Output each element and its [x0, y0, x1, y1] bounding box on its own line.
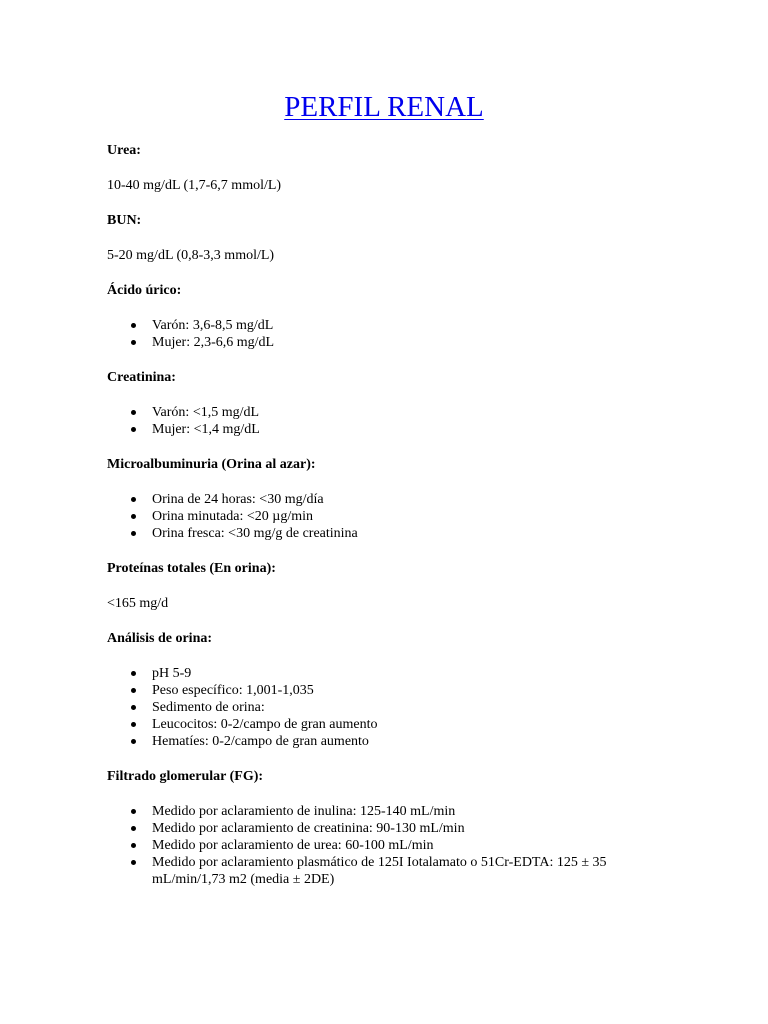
creatinina-heading: Creatinina: — [107, 370, 176, 385]
proteinas-value: <165 mg/d — [107, 596, 169, 611]
list-item: Medido por aclaramiento plasmático de 125I Iotalamato o 51Cr-EDTA: 125 ± 35 mL/min/1,73 m2 (media ± 2DE) — [152, 854, 667, 888]
list-item: Medido por aclaramiento de creatinina: 90-130 mL/min — [152, 820, 667, 837]
bun-value: 5-20 mg/dL (0,8-3,3 mmol/L) — [107, 248, 275, 263]
bun-heading: BUN: — [107, 213, 142, 228]
list-item: pH 5-9 — [152, 665, 667, 682]
microalbuminuria-heading: Microalbuminuria (Orina al azar): — [107, 457, 316, 472]
list-item: Orina de 24 horas: <30 mg/día — [152, 491, 667, 508]
filtrado-heading: Filtrado glomerular (FG): — [107, 769, 264, 784]
acido-urico-list — [107, 317, 667, 351]
proteinas-heading: Proteínas totales (En orina): — [107, 561, 276, 576]
page-title[interactable]: PERFIL RENAL — [284, 91, 484, 123]
list-item: Sedimento de orina: — [152, 699, 667, 716]
urea-value: 10-40 mg/dL (1,7-6,7 mmol/L) — [107, 178, 282, 193]
acido-urico-heading: Ácido úrico: — [107, 283, 182, 298]
document-content — [107, 142, 667, 888]
list-item: Orina minutada: <20 µg/min — [152, 508, 667, 525]
list-item: Varón: <1,5 mg/dL — [152, 404, 667, 421]
list-item: Mujer: 2,3-6,6 mg/dL — [152, 334, 667, 351]
urea-heading: Urea: — [107, 143, 141, 158]
list-item: Peso específico: 1,001-1,035 — [152, 682, 667, 699]
list-item: Mujer: <1,4 mg/dL — [152, 421, 667, 438]
analisis-orina-list — [107, 665, 667, 750]
list-item: Hematíes: 0-2/campo de gran aumento — [152, 733, 667, 750]
list-item: Leucocitos: 0-2/campo de gran aumento — [152, 716, 667, 733]
creatinina-list — [107, 404, 667, 438]
analisis-orina-heading: Análisis de orina: — [107, 631, 213, 646]
list-item: Orina fresca: <30 mg/g de creatinina — [152, 525, 667, 542]
list-item: Medido por aclaramiento de inulina: 125-140 mL/min — [152, 803, 667, 820]
microalbuminuria-list — [107, 491, 667, 542]
list-item: Medido por aclaramiento de urea: 60-100 mL/min — [152, 837, 667, 854]
list-item: Varón: 3,6-8,5 mg/dL — [152, 317, 667, 334]
filtrado-list — [107, 803, 667, 888]
